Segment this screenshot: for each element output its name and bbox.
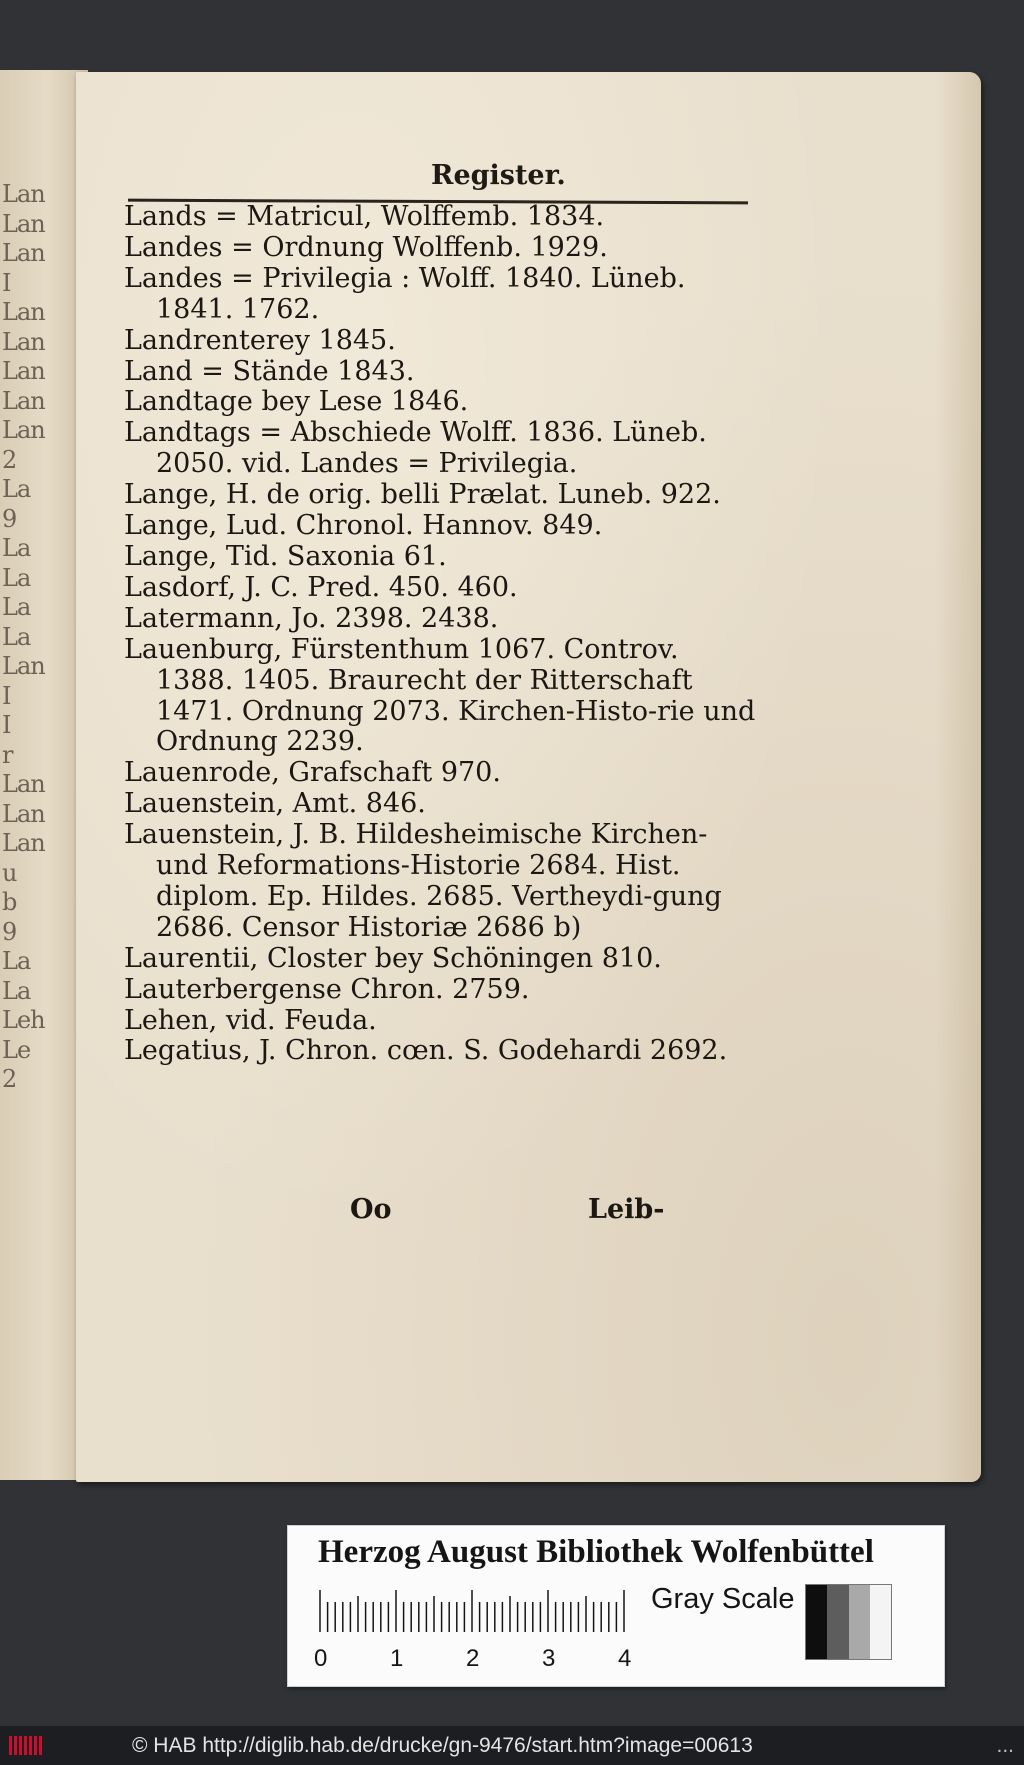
left-page-fragment: Lan bbox=[2, 416, 45, 444]
left-page-fragment: Leh bbox=[2, 1006, 45, 1034]
register-entry: Legatius, J. Chron. cœn. S. Godehardi 2692. bbox=[124, 1035, 728, 1067]
register-entry: Landrenterey 1845. bbox=[124, 324, 396, 356]
register-entry: Landes = Privilegia : Wolff. 1840. Lüneb. 1841. 1762. bbox=[124, 262, 695, 325]
register-entry: Lange, Lud. Chronol. Hannov. 849. bbox=[124, 510, 603, 542]
left-page-fragment: La bbox=[2, 563, 31, 592]
left-page-fragment: b bbox=[2, 888, 17, 916]
left-page-fragment: I bbox=[2, 681, 11, 710]
register-entry: Lange, Tid. Saxonia 61. bbox=[124, 540, 447, 572]
left-page-fragment: 9 bbox=[2, 917, 17, 946]
gray-scale-card bbox=[287, 1525, 945, 1687]
page-header: Register. bbox=[431, 160, 566, 191]
ruler-number: 0 bbox=[314, 1645, 328, 1672]
left-page-fragments bbox=[0, 70, 88, 1480]
left-page-fragment: La bbox=[2, 976, 31, 1005]
left-page-fragment: Lan bbox=[2, 799, 45, 828]
left-page-fragment: 2 bbox=[2, 1065, 17, 1093]
register-entry: Landtage bey Lese 1846. bbox=[124, 386, 469, 418]
register-entry: Lauterbergense Chron. 2759. bbox=[124, 973, 530, 1005]
hab-logo-icon bbox=[8, 1734, 46, 1757]
footer-bar bbox=[0, 1726, 1024, 1765]
left-page-fragment: Lan bbox=[2, 298, 45, 326]
register-page bbox=[76, 72, 981, 1482]
ruler-number: 1 bbox=[390, 1645, 404, 1672]
register-entry: Lehen, vid. Feuda. bbox=[124, 1004, 377, 1036]
register-entry: Lauenburg, Fürstenthum 1067. Controv. 1388. 1405. Braurecht der Ritterschaft 1471. Ordnung 2073. Kirchen-Histo-rie und Ordnung 2239. bbox=[124, 633, 764, 758]
left-page-fragment: r bbox=[2, 740, 13, 769]
register-entry: Lauenstein, Amt. 846. bbox=[124, 788, 426, 820]
left-page-fragment: La bbox=[2, 947, 31, 975]
left-page-fragment: La bbox=[2, 622, 31, 651]
gray-swatch bbox=[827, 1585, 848, 1659]
left-page-fragment: Lan bbox=[2, 327, 45, 356]
left-page-fragment: u bbox=[2, 858, 17, 887]
ruler-number: 4 bbox=[618, 1645, 632, 1672]
register-entry: Lauenrode, Grafschaft 970. bbox=[124, 757, 501, 789]
left-page-fragment: Lan bbox=[2, 239, 45, 267]
footer-copyright-link[interactable]: © HAB http://diglib.hab.de/drucke/gn-9476/start.htm?image=00613 bbox=[132, 1734, 753, 1757]
left-page-fragment: La bbox=[2, 593, 31, 621]
gray-swatch bbox=[806, 1585, 827, 1659]
register-entry: Lasdorf, J. C. Pred. 450. 460. bbox=[124, 571, 518, 603]
left-page-fragment: Lan bbox=[2, 829, 45, 857]
left-page-fragment: Lan bbox=[2, 770, 45, 798]
register-entry: Landes = Ordnung Wolffenb. 1929. bbox=[124, 231, 608, 263]
register-entry: Lands = Matricul, Wolffemb. 1834. bbox=[124, 201, 605, 232]
gray-scale-label: Gray Scale bbox=[651, 1583, 795, 1615]
left-page-fragment: I bbox=[2, 711, 11, 739]
gray-swatch bbox=[849, 1585, 870, 1659]
left-page-fragment: Lan bbox=[2, 357, 45, 385]
left-page-fragment: Le bbox=[2, 1035, 31, 1064]
register-entry: Landtags = Abschiede Wolff. 1836. Lüneb. 2050. vid. Landes = Privilegia. bbox=[124, 417, 716, 480]
more-options-icon[interactable]: ... bbox=[996, 1734, 1014, 1757]
left-page-edge bbox=[0, 70, 88, 1480]
register-entries bbox=[124, 202, 764, 1067]
signature-mark: Oo bbox=[350, 1194, 392, 1225]
register-entry: Lange, H. de orig. belli Prælat. Luneb. 922. bbox=[124, 479, 721, 511]
gray-swatches bbox=[805, 1584, 892, 1660]
left-page-fragment: Lan bbox=[2, 180, 45, 208]
register-entry: Land = Stände 1843. bbox=[124, 355, 415, 387]
ruler-number: 2 bbox=[466, 1645, 480, 1672]
library-name: Herzog August Bibliothek Wolfenbüttel bbox=[318, 1534, 874, 1570]
left-page-fragment: Lan bbox=[2, 386, 45, 415]
catchword: Leib- bbox=[588, 1194, 665, 1225]
ruler-number: 3 bbox=[542, 1645, 556, 1672]
register-entry: Lauenstein, J. B. Hildesheimische Kirchen- und Reformations-Historie 2684. Hist. diplom. Ep. Hildes. 2685. Vertheydi-gung 2686. Censor Historiæ 2686 b) bbox=[124, 819, 731, 943]
left-page-fragment: La bbox=[2, 534, 31, 562]
left-page-fragment: I bbox=[2, 268, 11, 297]
register-entry: Latermann, Jo. 2398. 2438. bbox=[124, 602, 499, 634]
left-page-fragment: 9 bbox=[2, 504, 17, 533]
left-page-fragment: La bbox=[2, 475, 31, 503]
ruler bbox=[314, 1588, 648, 1678]
left-page-fragment: 2 bbox=[2, 445, 17, 474]
gray-swatch bbox=[870, 1585, 891, 1659]
register-entry: Laurentii, Closter bey Schöningen 810. bbox=[124, 942, 662, 974]
left-page-fragment: Lan bbox=[2, 209, 45, 238]
left-page-fragment: Lan bbox=[2, 652, 45, 680]
